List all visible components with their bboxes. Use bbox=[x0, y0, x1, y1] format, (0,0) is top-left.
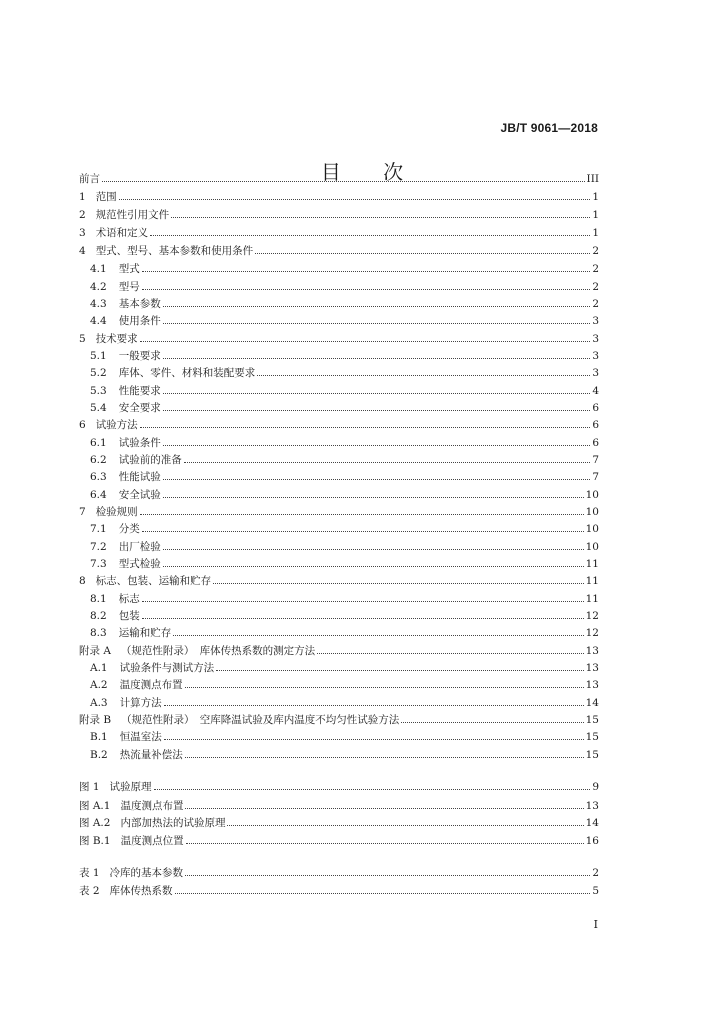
toc-entry-page: 13 bbox=[585, 679, 599, 691]
toc-entry-label: 安全试验 bbox=[118, 489, 161, 501]
toc-entry-page: 13 bbox=[585, 662, 599, 674]
toc-leader-dots bbox=[255, 253, 590, 254]
toc-entry-page: 2 bbox=[592, 298, 599, 310]
toc-entry-number: 7.2 bbox=[90, 541, 107, 553]
toc-entry-label: 一般要求 bbox=[118, 350, 161, 362]
toc-leader-dots bbox=[317, 653, 583, 654]
toc-entry-page: 10 bbox=[585, 506, 599, 518]
toc-entry[interactable] bbox=[90, 451, 599, 467]
toc-entry[interactable] bbox=[79, 242, 599, 258]
toc-entry-page: 15 bbox=[585, 714, 599, 726]
toc-entry[interactable] bbox=[79, 572, 599, 588]
toc-entry-label: 试验原理 bbox=[109, 781, 152, 793]
toc-entry[interactable] bbox=[79, 864, 599, 880]
toc-leader-dots bbox=[163, 479, 591, 480]
standard-number: JB/T 9061—2018 bbox=[500, 121, 598, 135]
toc-leader-dots bbox=[163, 497, 584, 498]
toc-leader-dots bbox=[186, 843, 584, 844]
toc-entry-number: 6 bbox=[79, 419, 86, 431]
toc-entry[interactable] bbox=[90, 382, 599, 398]
toc-entry-page: 2 bbox=[592, 867, 599, 879]
toc-entry-page: 13 bbox=[585, 800, 599, 812]
toc-entry-page: 1 bbox=[592, 227, 599, 239]
toc-entry[interactable] bbox=[90, 434, 599, 450]
toc-entry-label: 温度测点布置 bbox=[120, 800, 184, 812]
toc-entry-label: （规范性附录） 库体传热系数的测定方法 bbox=[120, 645, 316, 657]
toc-entry-page: 12 bbox=[585, 627, 599, 639]
toc-entry-page: 7 bbox=[592, 454, 599, 466]
toc-leader-dots bbox=[140, 427, 591, 428]
toc-entry-page: 1 bbox=[592, 209, 599, 221]
toc-entry-number: 图 1 bbox=[79, 781, 100, 793]
toc-entry-page: 2 bbox=[592, 281, 599, 293]
toc-leader-dots bbox=[227, 825, 583, 826]
toc-leader-dots bbox=[185, 875, 590, 876]
toc-entry-page: 7 bbox=[592, 471, 599, 483]
toc-entry-page: 4 bbox=[592, 385, 599, 397]
toc-entry-label: 安全要求 bbox=[118, 402, 161, 414]
toc-entry[interactable] bbox=[90, 676, 599, 692]
toc-entry-number: 7.1 bbox=[90, 523, 107, 535]
toc-entry[interactable] bbox=[79, 503, 599, 519]
toc-entry[interactable] bbox=[90, 260, 599, 276]
toc-entry-label: 内部加热法的试验原理 bbox=[120, 817, 226, 829]
title-char-1: 目 bbox=[320, 160, 341, 184]
toc-entry-label: 基本参数 bbox=[118, 298, 161, 310]
toc-entry-page: 5 bbox=[592, 885, 599, 897]
toc-entry-label: 热流量补偿法 bbox=[119, 749, 183, 761]
toc-entry-page: 6 bbox=[592, 419, 599, 431]
toc-entry[interactable] bbox=[90, 694, 599, 710]
toc-entry[interactable] bbox=[79, 814, 599, 830]
toc-entry-number: 8 bbox=[79, 575, 86, 587]
toc-entry-label: 性能要求 bbox=[118, 385, 161, 397]
toc-entry-number: 8.2 bbox=[90, 610, 107, 622]
toc-entry-label: 标志 bbox=[118, 593, 140, 605]
toc-entry[interactable] bbox=[90, 728, 599, 744]
toc-entry-page: 6 bbox=[592, 402, 599, 414]
toc-entry-page: 11 bbox=[585, 575, 599, 587]
page-number: I bbox=[593, 918, 598, 931]
toc-leader-dots bbox=[163, 306, 591, 307]
toc-entry-label: 试验条件与测试方法 bbox=[119, 662, 215, 674]
toc-leader-dots bbox=[213, 583, 583, 584]
toc-entry[interactable] bbox=[90, 347, 599, 363]
toc-entry[interactable] bbox=[90, 538, 599, 554]
toc-entry-number: 图 A.1 bbox=[79, 800, 111, 812]
toc-entry-page: 2 bbox=[592, 263, 599, 275]
toc-leader-dots bbox=[142, 271, 591, 272]
toc-entry-page: 16 bbox=[585, 835, 599, 847]
toc-leader-dots bbox=[164, 739, 584, 740]
toc-entry[interactable] bbox=[90, 399, 599, 415]
toc-entry-number: 1 bbox=[79, 191, 86, 203]
toc-entry[interactable] bbox=[79, 330, 599, 346]
toc-entry-label: 标志、包装、运输和贮存 bbox=[95, 575, 212, 587]
toc-entry-label: 温度测点位置 bbox=[120, 835, 184, 847]
toc-leader-dots bbox=[102, 181, 585, 182]
toc-entry-page: 10 bbox=[585, 523, 599, 535]
toc-entry-label: 前言 bbox=[79, 173, 100, 185]
toc-entry[interactable] bbox=[90, 746, 599, 762]
toc-leader-dots bbox=[154, 789, 591, 790]
toc-entry-page: 2 bbox=[592, 245, 599, 257]
toc-entry-page: 15 bbox=[585, 731, 599, 743]
toc-leader-dots bbox=[175, 893, 591, 894]
toc-leader-dots bbox=[142, 601, 584, 602]
toc-entry[interactable] bbox=[90, 468, 599, 484]
toc-entry-number: 5.4 bbox=[90, 402, 107, 414]
toc-entry[interactable] bbox=[90, 364, 599, 380]
toc-leader-dots bbox=[140, 514, 584, 515]
toc-leader-dots bbox=[163, 358, 591, 359]
toc-leader-dots bbox=[150, 235, 590, 236]
title-char-2: 次 bbox=[383, 160, 404, 184]
toc-entry-label: 出厂检验 bbox=[118, 541, 161, 553]
toc-leader-dots bbox=[142, 531, 584, 532]
toc-entry-number: 8.3 bbox=[90, 627, 107, 639]
toc-entry-label: 分类 bbox=[118, 523, 140, 535]
toc-entry-page: 3 bbox=[592, 350, 599, 362]
toc-entry-page: 11 bbox=[585, 593, 599, 605]
toc-leader-dots bbox=[257, 375, 590, 376]
toc-entry-label: 库体、零件、材料和装配要求 bbox=[118, 367, 256, 379]
toc-entry-page: 14 bbox=[585, 817, 599, 829]
toc-leader-dots bbox=[163, 393, 591, 394]
toc-entry[interactable] bbox=[79, 224, 599, 240]
toc-entry-number: 4.1 bbox=[90, 263, 107, 275]
toc-entry[interactable] bbox=[90, 607, 599, 623]
toc-entry-label: 试验方法 bbox=[95, 419, 138, 431]
toc-entry-label: 温度测点布置 bbox=[119, 679, 183, 691]
toc-entry-number: 5.1 bbox=[90, 350, 107, 362]
toc-entry-number: A.2 bbox=[90, 679, 108, 691]
toc-leader-dots bbox=[185, 757, 584, 758]
toc-entry-page: 9 bbox=[592, 781, 599, 793]
toc-entry-label: 试验条件 bbox=[118, 437, 161, 449]
toc-entry-number: 6.3 bbox=[90, 471, 107, 483]
toc-entry-label: 性能试验 bbox=[118, 471, 161, 483]
toc-entry-number: 6.2 bbox=[90, 454, 107, 466]
toc-leader-dots bbox=[142, 289, 591, 290]
toc-entry-page: 12 bbox=[585, 610, 599, 622]
toc-entry[interactable] bbox=[90, 555, 599, 571]
toc-entry-label: 型号 bbox=[118, 281, 140, 293]
toc-entry-page: 10 bbox=[585, 489, 599, 501]
toc-entry-number: 5.2 bbox=[90, 367, 107, 379]
toc-leader-dots bbox=[216, 670, 584, 671]
toc-leader-dots bbox=[184, 462, 591, 463]
toc-entry-number: 图 B.1 bbox=[79, 835, 111, 847]
toc-entry[interactable] bbox=[79, 832, 599, 848]
toc-entry-label: 试验前的准备 bbox=[118, 454, 182, 466]
toc-entry-label: 冷库的基本参数 bbox=[109, 867, 184, 879]
toc-leader-dots bbox=[163, 445, 591, 446]
toc-entry-number: 6.1 bbox=[90, 437, 107, 449]
toc-entry-number: A.1 bbox=[90, 662, 108, 674]
toc-entry-number: 2 bbox=[79, 209, 86, 221]
toc-entry[interactable] bbox=[79, 778, 599, 794]
toc-entry-page: 15 bbox=[585, 749, 599, 761]
toc-entry-page: 13 bbox=[585, 645, 599, 657]
toc-entry-page: 6 bbox=[592, 437, 599, 449]
toc-leader-dots bbox=[171, 217, 590, 218]
toc-entry[interactable] bbox=[90, 486, 599, 502]
toc-entry-label: 库体传热系数 bbox=[109, 885, 173, 897]
toc-entry-page: 3 bbox=[592, 367, 599, 379]
toc-entry[interactable] bbox=[79, 206, 599, 222]
toc-entry-number: 4.4 bbox=[90, 315, 107, 327]
toc-entry[interactable] bbox=[79, 170, 599, 186]
toc-entry-label: 型式检验 bbox=[118, 558, 161, 570]
toc-entry-label: 检验规则 bbox=[95, 506, 138, 518]
toc-entry[interactable] bbox=[79, 416, 599, 432]
toc-leader-dots bbox=[142, 618, 584, 619]
toc-leader-dots bbox=[140, 341, 591, 342]
toc-entry-label: 规范性引用文件 bbox=[95, 209, 170, 221]
toc-entry-number: 附录 A bbox=[79, 645, 111, 657]
toc-entry[interactable] bbox=[79, 711, 599, 727]
toc-entry-page: 11 bbox=[585, 558, 599, 570]
toc-leader-dots bbox=[163, 410, 591, 411]
toc-entry-page: 14 bbox=[585, 697, 599, 709]
toc-entry[interactable] bbox=[79, 642, 599, 658]
toc-entry-number: 7.3 bbox=[90, 558, 107, 570]
toc-entry-label: 型式、型号、基本参数和使用条件 bbox=[95, 245, 254, 257]
toc-entry[interactable] bbox=[90, 590, 599, 606]
toc-entry-number: 5 bbox=[79, 333, 86, 345]
toc-entry[interactable] bbox=[79, 797, 599, 813]
toc-entry-label: （规范性附录） 空库降温试验及库内温度不均匀性试验方法 bbox=[121, 714, 400, 726]
toc-entry[interactable] bbox=[79, 882, 599, 898]
toc-leader-dots bbox=[401, 722, 583, 723]
toc-entry-number: 图 A.2 bbox=[79, 817, 111, 829]
toc-entry[interactable] bbox=[90, 278, 599, 294]
toc-entry-page: 1 bbox=[592, 191, 599, 203]
toc-entry[interactable] bbox=[90, 312, 599, 328]
toc-entry-label: 计算方法 bbox=[119, 697, 162, 709]
toc-entry[interactable] bbox=[90, 659, 599, 675]
toc-entry-label: 型式 bbox=[118, 263, 140, 275]
toc-leader-dots bbox=[163, 549, 584, 550]
toc-entry-number: A.3 bbox=[90, 697, 108, 709]
toc-entry-number: 7 bbox=[79, 506, 86, 518]
toc-leader-dots bbox=[173, 635, 583, 636]
toc-leader-dots bbox=[185, 808, 583, 809]
toc-entry-label: 使用条件 bbox=[118, 315, 161, 327]
toc-entry-label: 范围 bbox=[95, 191, 117, 203]
toc-entry-page: 3 bbox=[592, 315, 599, 327]
toc-entry-number: 表 1 bbox=[79, 867, 100, 879]
toc-entry-number: 8.1 bbox=[90, 593, 107, 605]
toc-entry-number: B.1 bbox=[90, 731, 108, 743]
toc-entry-label: 包装 bbox=[118, 610, 140, 622]
toc-leader-dots bbox=[164, 705, 584, 706]
toc-entry[interactable] bbox=[90, 520, 599, 536]
toc-leader-dots bbox=[185, 687, 584, 688]
toc-entry[interactable] bbox=[90, 624, 599, 640]
toc-entry-page: 3 bbox=[592, 333, 599, 345]
toc-entry-label: 技术要求 bbox=[95, 333, 138, 345]
toc-entry-number: 附录 B bbox=[79, 714, 112, 726]
toc-leader-dots bbox=[119, 199, 591, 200]
toc-entry-page: 10 bbox=[585, 541, 599, 553]
toc-entry-number: 5.3 bbox=[90, 385, 107, 397]
toc-leader-dots bbox=[163, 566, 584, 567]
toc-entry-number: 4.2 bbox=[90, 281, 107, 293]
toc-entry-number: B.2 bbox=[90, 749, 108, 761]
toc-entry-page: III bbox=[586, 173, 599, 185]
toc-entry-label: 恒温室法 bbox=[119, 731, 162, 743]
toc-entry-number: 6.4 bbox=[90, 489, 107, 501]
toc-entry-number: 3 bbox=[79, 227, 86, 239]
toc-entry-number: 4.3 bbox=[90, 298, 107, 310]
toc-entry[interactable] bbox=[79, 188, 599, 204]
toc-entry-label: 术语和定义 bbox=[95, 227, 149, 239]
toc-entry-number: 4 bbox=[79, 245, 86, 257]
toc-entry-label: 运输和贮存 bbox=[118, 627, 172, 639]
toc-entry-number: 表 2 bbox=[79, 885, 100, 897]
toc-leader-dots bbox=[163, 323, 591, 324]
toc-entry[interactable] bbox=[90, 295, 599, 311]
